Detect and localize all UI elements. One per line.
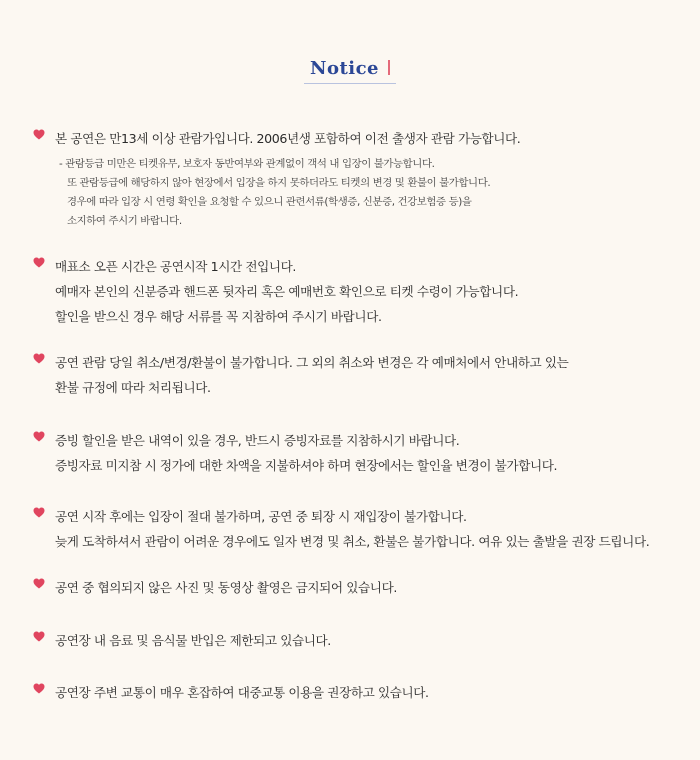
notice-text: 늦게 도착하셔서 관람이 어려운 경우에도 일자 변경 및 취소, 환불은 불가합니다. 여유 있는 출발을 권장 드립니다.	[55, 534, 650, 549]
notice-text: 본 공연은 만13세 이상 관람가입니다. 2006년생 포함하여 이전 출생자 관람 가능합니다.	[55, 131, 521, 146]
notice-item	[0, 628, 700, 653]
heart-icon	[33, 353, 45, 364]
notice-text: 증빙 할인을 받은 내역이 있을 경우, 반드시 증빙자료를 지참하시기 바랍니다.	[55, 433, 460, 448]
notice-text: 공연장 주변 교통이 매우 혼잡하여 대중교통 이용을 권장하고 있습니다.	[55, 685, 429, 700]
notice-item	[0, 504, 700, 554]
notice-sub-text: - 관람등급 미만은 티켓유무, 보호자 동반여부와 관계없이 객석 내 입장이 불가능합니다.	[59, 158, 435, 170]
heart-icon	[33, 257, 45, 268]
notice-text: 공연 시작 후에는 입장이 절대 불가하며, 공연 중 퇴장 시 재입장이 불가합니다.	[55, 509, 467, 524]
notice-text: 증빙자료 미지참 시 정가에 대한 차액을 지불하셔야 하며 현장에서는 할인율 변경이 불가합니다.	[55, 458, 558, 473]
heart-icon	[33, 507, 45, 518]
notice-text: 공연 중 협의되지 않은 사진 및 동영상 촬영은 금지되어 있습니다.	[55, 580, 397, 595]
heart-icon	[33, 578, 45, 589]
notice-sub-text: 소지하여 주시기 바랍니다.	[67, 215, 182, 227]
heart-icon	[33, 683, 45, 694]
notice-text: 공연장 내 음료 및 음식물 반입은 제한되고 있습니다.	[55, 633, 331, 648]
heart-icon	[33, 631, 45, 642]
notice-sub-text: 또 관람등급에 해당하지 않아 현장에서 입장을 하지 못하더라도 티켓의 변경 및 환불이 불가합니다.	[67, 177, 491, 189]
heart-icon	[33, 129, 45, 140]
heart-icon	[33, 431, 45, 442]
notice-item	[0, 126, 700, 231]
notice-header	[0, 58, 700, 84]
notice-sub-list	[55, 155, 680, 231]
notice-text: 할인을 받으신 경우 해당 서류를 꼭 지참하여 주시기 바랍니다.	[55, 309, 382, 324]
notice-sub-text: 경우에 따라 입장 시 연령 확인을 요청할 수 있으니 관련서류(학생증, 신분증, 건강보험증 등)을	[67, 196, 472, 208]
title-accent-bar	[388, 60, 390, 75]
page-title: Notice	[309, 58, 380, 79]
notice-item	[0, 680, 700, 705]
notice-item	[0, 254, 700, 329]
notice-text: 환불 규정에 따라 처리됩니다.	[55, 380, 211, 395]
notice-title-wrap	[304, 58, 396, 84]
notice-text: 예매자 본인의 신분증과 핸드폰 뒷자리 혹은 예매번호 확인으로 티켓 수령이 가능합니다.	[55, 284, 519, 299]
notice-text: 매표소 오픈 시간은 공연시작 1시간 전입니다.	[55, 259, 297, 274]
notice-item	[0, 350, 700, 400]
notice-item	[0, 428, 700, 478]
notice-text: 공연 관람 당일 취소/변경/환불이 불가합니다. 그 외의 취소와 변경은 각 예매처에서 안내하고 있는	[55, 355, 569, 370]
notice-item	[0, 575, 700, 600]
